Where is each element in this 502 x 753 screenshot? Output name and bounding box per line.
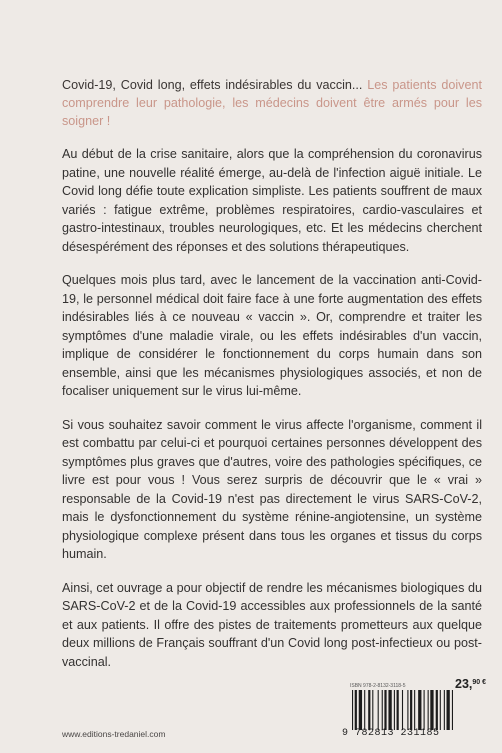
intro-headline: Covid-19, Covid long, effets indésirables du vaccin... — [62, 78, 368, 92]
isbn-label: ISBN 978-2-8132-3118-5 — [350, 683, 406, 689]
paragraph-3: Si vous souhaitez savoir comment le virus affecte l'organisme, comment il est combattu par celui-ci et pourquoi certaines personnes développent des symptômes plus graves que d'autres, voire des pathologies spécifiques, ce livre est pour vous ! Vous serez surpris de découvrir que le « vrai » responsable de la Covid-19 n'est pas directement le virus SARS-CoV-2, mais le dysfonctionnement du système rénine-angiotensine, un système physiologique complexe présent dans tous les organes et tissus du corps humain. — [62, 417, 482, 561]
publisher-website: www.editions-tredaniel.com — [62, 729, 166, 739]
description-body — [62, 145, 482, 686]
barcode-number: 9 782813 231185 — [342, 728, 440, 739]
price-tag — [455, 677, 486, 691]
intro-tagline: Les patients doivent comprendre leur pathologie, les médecins doivent être armés pour les soigner ! — [62, 78, 482, 128]
paragraph-1: Au début de la crise sanitaire, alors que la compréhension du coronavirus patine, une nouvelle réalité émerge, au-delà de l'infection aiguë initiale. Le Covid long défie toute explication simpliste. Les patients souffrent de maux variés : fatigue extrême, problèmes respiratoires, cardio-vasculaires et gastro-intestinaux, troubles neurologiques, etc. Et les médecins cherchent désespérément des réponses et des solutions thérapeutiques. — [62, 147, 482, 254]
price-cents: 90 € — [472, 679, 487, 686]
intro-blurb — [62, 76, 482, 130]
barcode-icon — [350, 690, 490, 730]
paragraph-2: Quelques mois plus tard, avec le lancement de la vaccination anti-Covid-19, le personnel médical doit faire face à une forte augmentation des effets indésirables liés à ce nouveau « vaccin ». Or, comprendre et traiter les symptômes d'une maladie virale, ou les effets indésirables d'un vaccin, implique de considérer le fonctionnement du corps humain dans son ensemble, ainsi que les mécanismes physiologiques associés, et non de focaliser uniquement sur le virus lui-même. — [62, 273, 482, 398]
paragraph-4: Ainsi, cet ouvrage a pour objectif de rendre les mécanismes biologiques du SARS-CoV-2 et de la Covid-19 accessibles aux professionnels de la santé et aux patients. Il offre des pistes de traitements prometteurs aux quelque deux millions de Français souffrant d'un Covid long post-infectieux ou post-vaccinal. — [62, 580, 482, 669]
price-main: 23, — [455, 677, 473, 691]
